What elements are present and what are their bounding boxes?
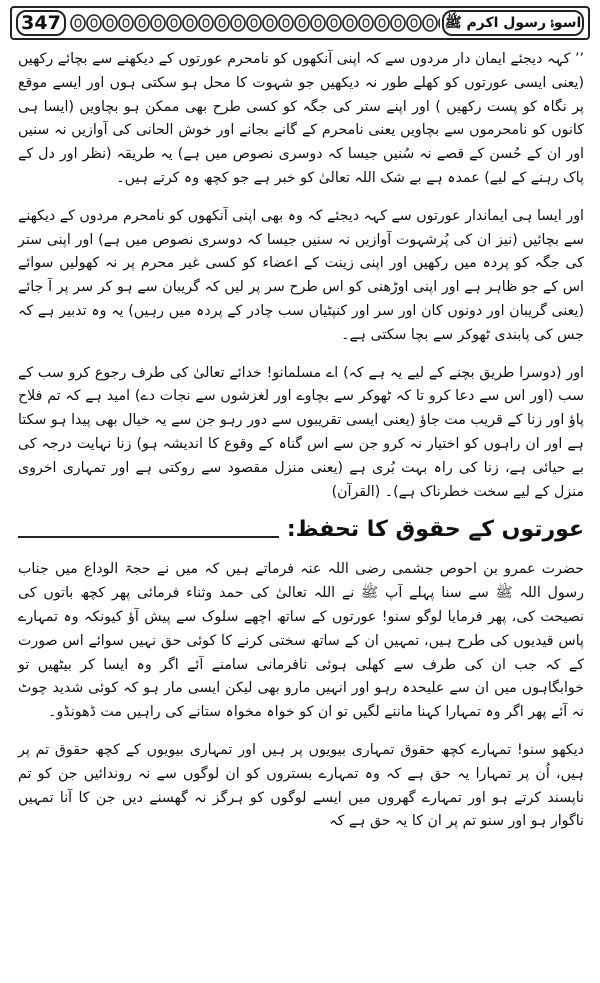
body-text (18, 48, 584, 844)
paragraph: حضرت عمرو بن احوص جشمی رضی اللہ عنہ فرماتے ہیں کہ میں نے حجۃ الوداع میں جناب رسول اللہ ﷺ سے سنا پہلے آپ ﷺ نے اللہ تعالیٰ کی حمد وثناء فرمائی پھر کچھ باتوں کی نصیحت کی، پھر فرمایا لوگو سنو! عورتوں کے ساتھ اچھے سلوک سے پیش آؤ کیونکہ وہ تمہارے پاس قیدیوں کی طرح ہیں، تمہیں ان کے ساتھ سختی کرنے کا کوئی حق نہیں سوائے اس صورت کے کہ جب ان کی طرف سے کھلی ہوئی نافرمانی سامنے آئے اگر وہ ایسا کر بیٹھیں تو خوابگاہوں میں ان سے علیحدہ رہو اور انہیں مارو بھی لیکن ایسی مار ہو کہ کوئی شدید چوٹ نہ آئے پھر اگر وہ تمہارا کہنا ماننے لگیں تو ان کو خواہ مخواہ ستانے کی راہیں مت ڈھونڈو۔ (18, 561, 584, 721)
paragraph: اور (دوسرا طریق بچنے کے لیے یہ ہے کہ) اے مسلمانو! خدائے تعالیٰ کی طرف رجوع کرو سب کے سب (اور اس سے دعا کرو تا کہ ٹھوکر سے بچاوے اور لغزشوں سے نجات دے) امید ہے کہ تم فلاح پاؤ اور زنا کے قریب مت جاؤ (یعنی ایسی تقریبوں سے دور رہو جن سے یہ خیال بھی پیدا ہو سکتا ہے اور ان راہوں کو اختیار نہ کرو جن سے اس گناہ کے وقوع کا اندیشہ ہو) زنا نہایت درجہ کی بے حیائی ہے، زنا کی راہ بہت بُری ہے (یعنی منزل مقصود سے روکتی ہے اور تمہاری اخروی منزل کے لیے سخت خطرناک ہے)۔ (القرآن) (18, 364, 584, 500)
paragraph: دیکھو سنو! تمہارے کچھ حقوق تمہاری بیویوں پر ہیں اور تمہاری بیویوں کے کچھ حقوق تم پر ہیں، اُن پر تمہارا یہ حق ہے کہ وہ تمہارے بستروں کو ان لوگوں سے نہ روندائیں جن کو تم ناپسند کرتے ہو اور تمہارے گھروں میں ایسے لوگوں کو ہرگز نہ گھسنے دیں جن کا آنا تمہیں ناگوار ہو اور سنو تم پر ان کا یہ حق ہے کہ (18, 741, 584, 830)
paragraph: ’’ کہہ دیجئے ایمان دار مردوں سے کہ اپنی آنکھوں کو نامحرم عورتوں کے دیکھنے سے بچائے رکھیں (یعنی ایسی عورتوں کو کھلے طور نہ دیکھیں جو شہوت کا محل ہو سکتی ہوں اور ایسے موقع پر نگاہ کو پست رکھیں ) اور اپنے ستر کی جگہ کو کسی طرح بھی ممکن ہو بچاویں (ایسا ہی کانوں کو نامحرموں سے بچاویں یعنی نامحرم کے گانے بجانے اور خوش الحانی کی آوازیں نہ سنیں اور ان کے حُسن کے قصے نہ سُنیں جیسا کہ دوسری نصوص میں ہے) یہ طریقہ (نظر اور دل کے پاک رہنے کے لیے) عمدہ ہے بے شک اللہ تعالیٰ کو خبر ہے جو کچھ وہ کرتے ہیں۔ (18, 51, 584, 186)
running-title: اسوۂ رسول اکرم ﷺ (442, 10, 584, 36)
page-header (10, 6, 590, 40)
paragraph: اور ایسا ہی ایماندار عورتوں سے کہہ دیجئے کہ وہ بھی اپنی آنکھوں کو نامحرم مردوں کے دیکھنے سے بچائیں (نیز ان کی پُرشہوت آوازیں نہ سنیں جیسا کہ دوسری نصوص میں ہے) اور اپنی ستر کی جگہ کو پردہ میں رکھیں اور اپنی زینت کے اعضاء کو کسی غیر محرم پر نہ کھولیں سوائے اس کے جو ظاہر ہے اور اپنی اوڑھنی کو اس طرح سر پر لیں کہ گریبان سے ہو کر سر پر آ جائے (یعنی گریبان اور دونوں کان اور سر اور کنپٹیاں سب چادر کے پردہ میں رہیں) یہ وہ تدبیر ہے کہ جس کی پابندی ٹھوکر سے بچا سکتی ہے۔ (18, 207, 584, 343)
section-heading (18, 514, 584, 548)
chain-ornament-icon (70, 11, 440, 35)
section-heading-text: عورتوں کے حقوق کا تحفظ: (279, 517, 584, 542)
page-number: 347 (16, 10, 66, 36)
